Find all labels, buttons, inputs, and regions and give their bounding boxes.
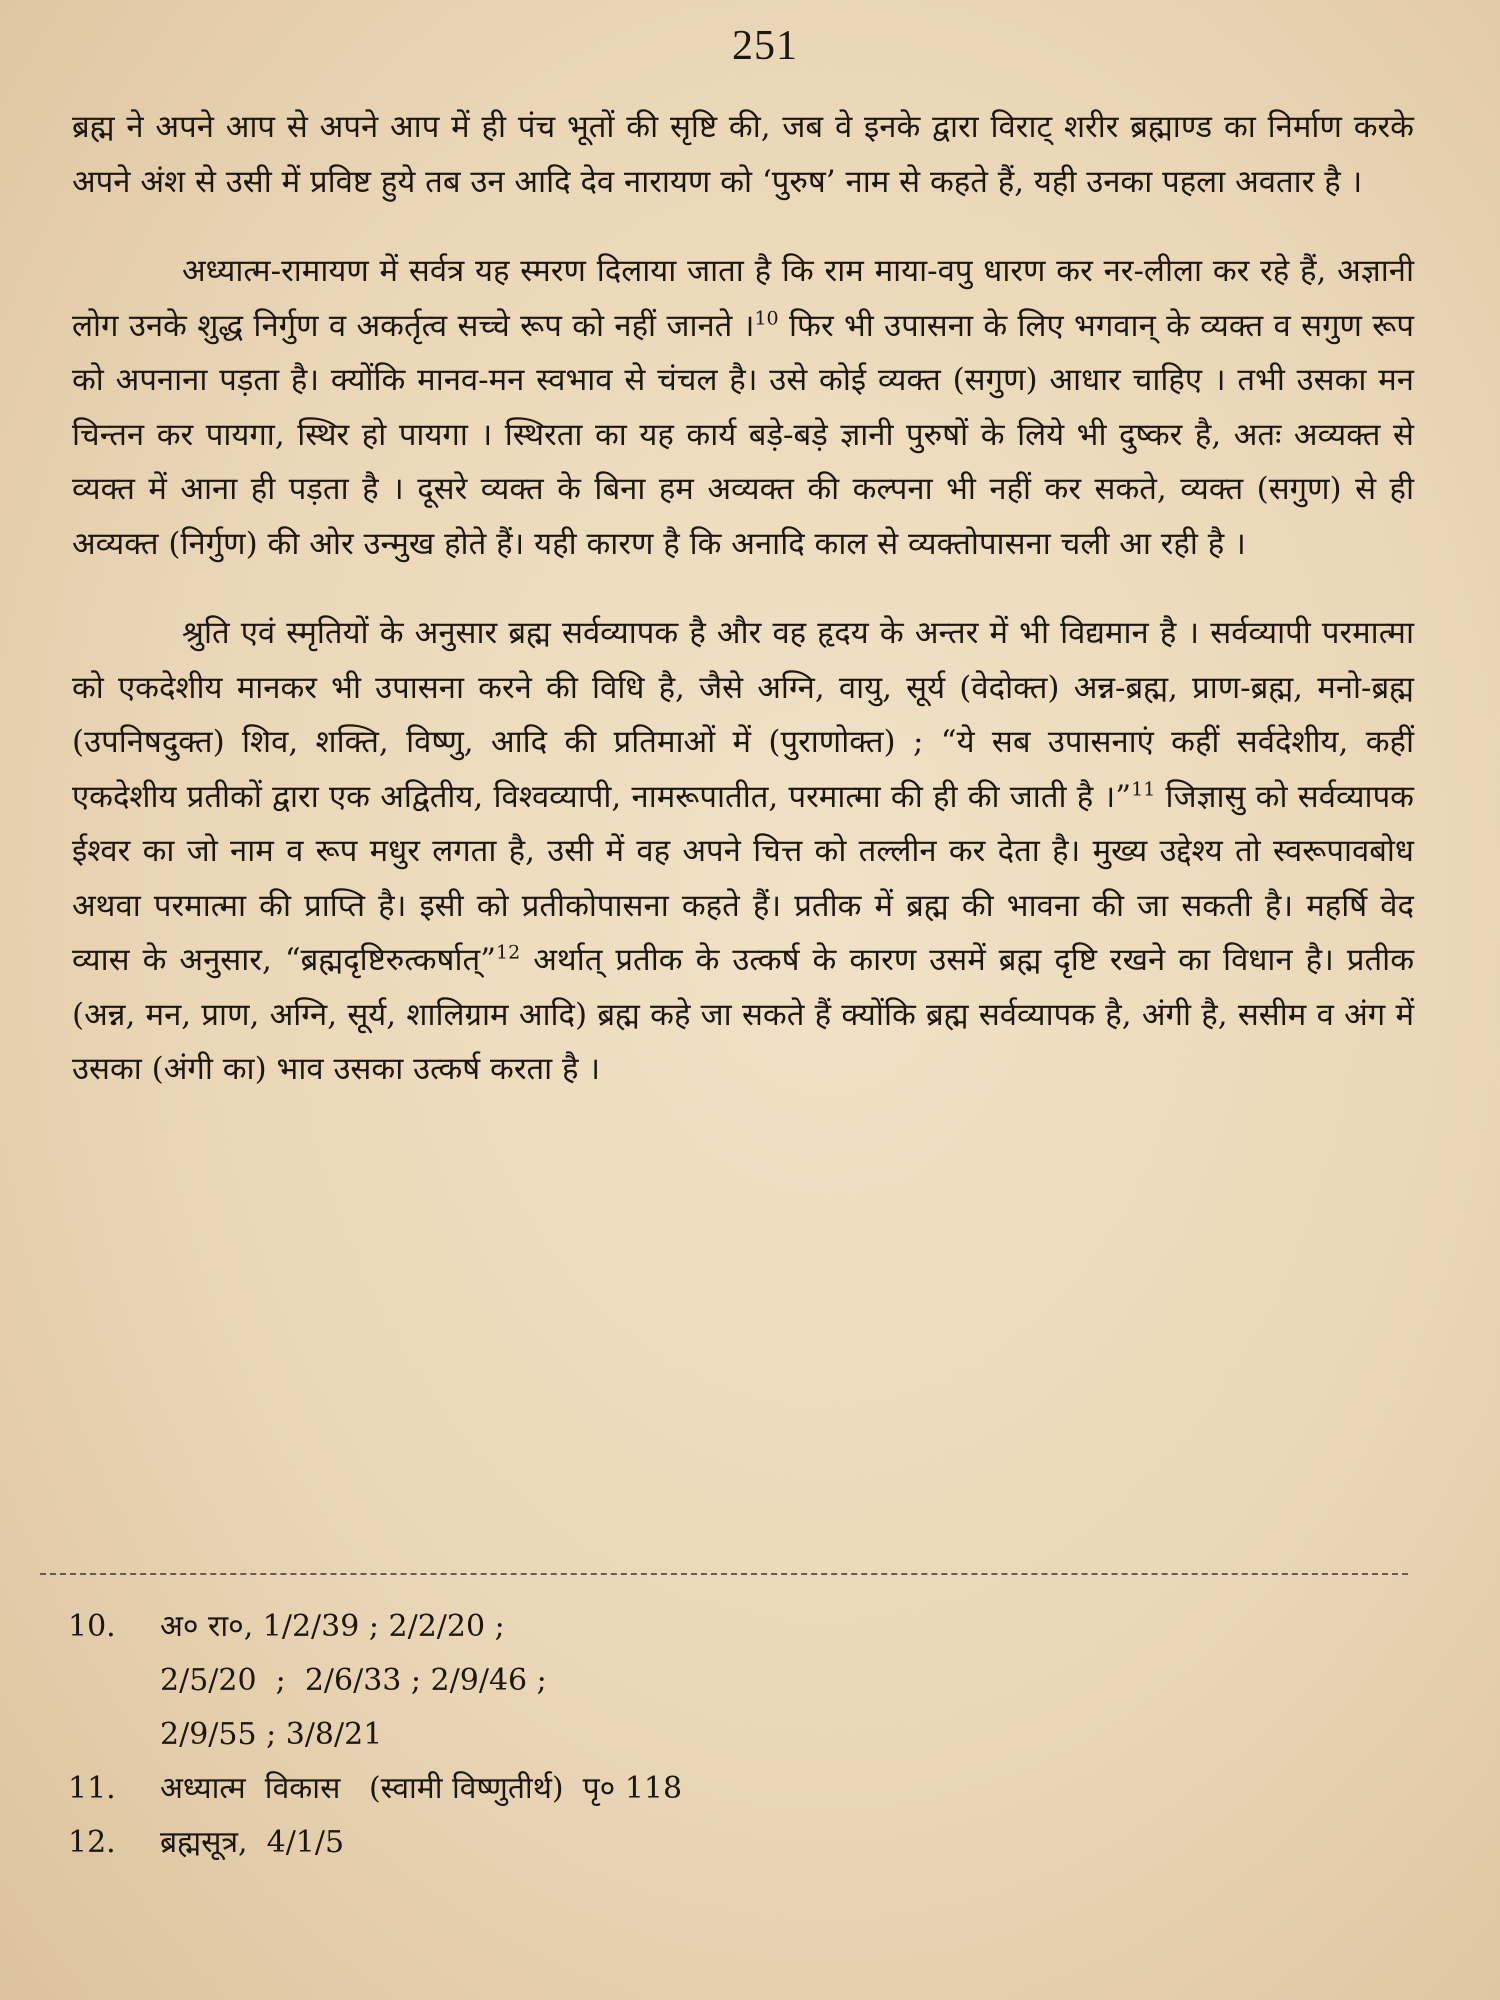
footnote-text: अ० रा०, 1/2/39 ; 2/2/20 ; [160, 1609, 505, 1644]
footnotes [68, 1600, 1408, 1870]
footnote-divider [40, 1573, 1408, 1575]
page-number: 251 [732, 23, 798, 69]
footnote-text: अध्यात्म विकास (स्वामी विष्णुतीर्थ) पृ० 118 [160, 1771, 683, 1806]
footnote [68, 1600, 1408, 1654]
footnote-reference: 12 [496, 941, 521, 964]
footnote-number: 11. [68, 1771, 116, 1806]
paragraph [72, 100, 1414, 209]
footnote-text: 2/9/55 ; 3/8/21 [160, 1717, 383, 1752]
footnote-number: 12. [68, 1825, 116, 1860]
footnote-number: 10. [68, 1609, 116, 1644]
footnote [68, 1762, 1408, 1816]
footnote [68, 1654, 1408, 1708]
footnote [68, 1816, 1408, 1870]
body-text [72, 100, 1414, 1097]
paragraph-text: फिर भी उपासना के लिए भगवान् के व्यक्त व सगुण रूप को अपनाना पड़ता है। क्योंकि मानव-मन स्वभाव से चंचल है। उसे कोई व्यक्त (सगुण) आधार चाहिए । तभी उसका मन चिन्तन कर पायगा, स्थिर हो पायगा । स्थिरता का यह कार्य बड़े-बड़े ज्ञानी पुरुषों के लिये भी दुष्कर है, अतः अव्यक्त से व्यक्त में आना ही पड़ता है । दूसरे व्यक्त के बिना हम अव्यक्त की कल्पना भी नहीं कर सकते, व्यक्त (सगुण) से ही अव्यक्त (निर्गुण) की ओर उन्मुख होते हैं। यही कारण है कि अनादि काल से व्यक्तोपासना चली आ रही है । [72, 307, 1415, 562]
paragraph [72, 606, 1414, 1097]
footnote-text: 2/5/20 ; 2/6/33 ; 2/9/46 ; [160, 1663, 547, 1698]
footnote [68, 1708, 1408, 1762]
paragraph-text: श्रुति एवं स्मृतियों के अनुसार ब्रह्म सर्वव्यापक है और वह हृदय के अन्तर में भी विद्यमान है । सर्वव्यापी परमात्मा को एकदेशीय मानकर भी उपासना करने की विधि है, जैसे अग्नि, वायु, सूर्य (वेदोक्त) अन्न-ब्रह्म, प्राण-ब्रह्म, मनो-ब्रह्म (उपनिषदुक्त) शिव, शक्ति, विष्णु, आदि की प्रतिमाओं में (पुराणोक्त) ; “ये सब उपासनाएं कहीं सर्वदेशीय, कहीं एकदेशीय प्रतीकों द्वारा एक अद्वितीय, विश्वव्यापी, नामरूपातीत, परमात्मा की ही की जाती है ।” [72, 615, 1414, 815]
footnote-reference: 11 [1131, 778, 1156, 801]
footnote-text: ब्रह्मसूत्र, 4/1/5 [160, 1825, 345, 1860]
paragraph [72, 244, 1414, 571]
paragraph-text: ब्रह्म ने अपने आप से अपने आप में ही पंच भूतों की सृष्टि की, जब वे इनके द्वारा विराट् शरीर ब्रह्माण्ड का निर्माण करके अपने अंश से उसी में प्रविष्ट हुये तब उन आदि देव नारायण को ‘पुरुष’ नाम से कहते हैं, यही उनका पहला अवतार है । [72, 109, 1414, 200]
paragraph-text: जिज्ञासु को सर्वव्यापक ईश्वर का जो नाम व रूप मधुर लगता है, उसी में वह अपने चित्त को तल्लीन कर देता है। मुख्य उद्देश्य तो स्वरूपावबोध अथवा परमात्मा की प्राप्ति है। इसी को प्रतीकोपासना कहते हैं। प्रतीक में ब्रह्म की भावना की जा सकती है। महर्षि वेद व्यास के अनुसार, “ब्रह्मदृष्टिरुत्कर्षात्” [72, 778, 1414, 978]
paragraph-text: अध्यात्म-रामायण में सर्वत्र यह स्मरण दिलाया जाता है कि राम माया-वपु धारण कर नर-लीला कर रहे हैं, अज्ञानी लोग उनके शुद्ध निर्गुण व अकर्तृत्व सच्चे रूप को नहीं जानते । [72, 253, 1414, 344]
footnote-reference: 10 [754, 307, 779, 330]
paragraph-text: अर्थात् प्रतीक के उत्कर्ष के कारण उसमें ब्रह्म दृष्टि रखने का विधान है। प्रतीक (अन्न, मन, प्राण, अग्नि, सूर्य, शालिग्राम आदि) ब्रह्म कहे जा सकते हैं क्योंकि ब्रह्म सर्वव्यापक है, अंगी है, ससीम व अंग में उसका (अंगी का) भाव उसका उत्कर्ष करता है । [72, 942, 1415, 1087]
